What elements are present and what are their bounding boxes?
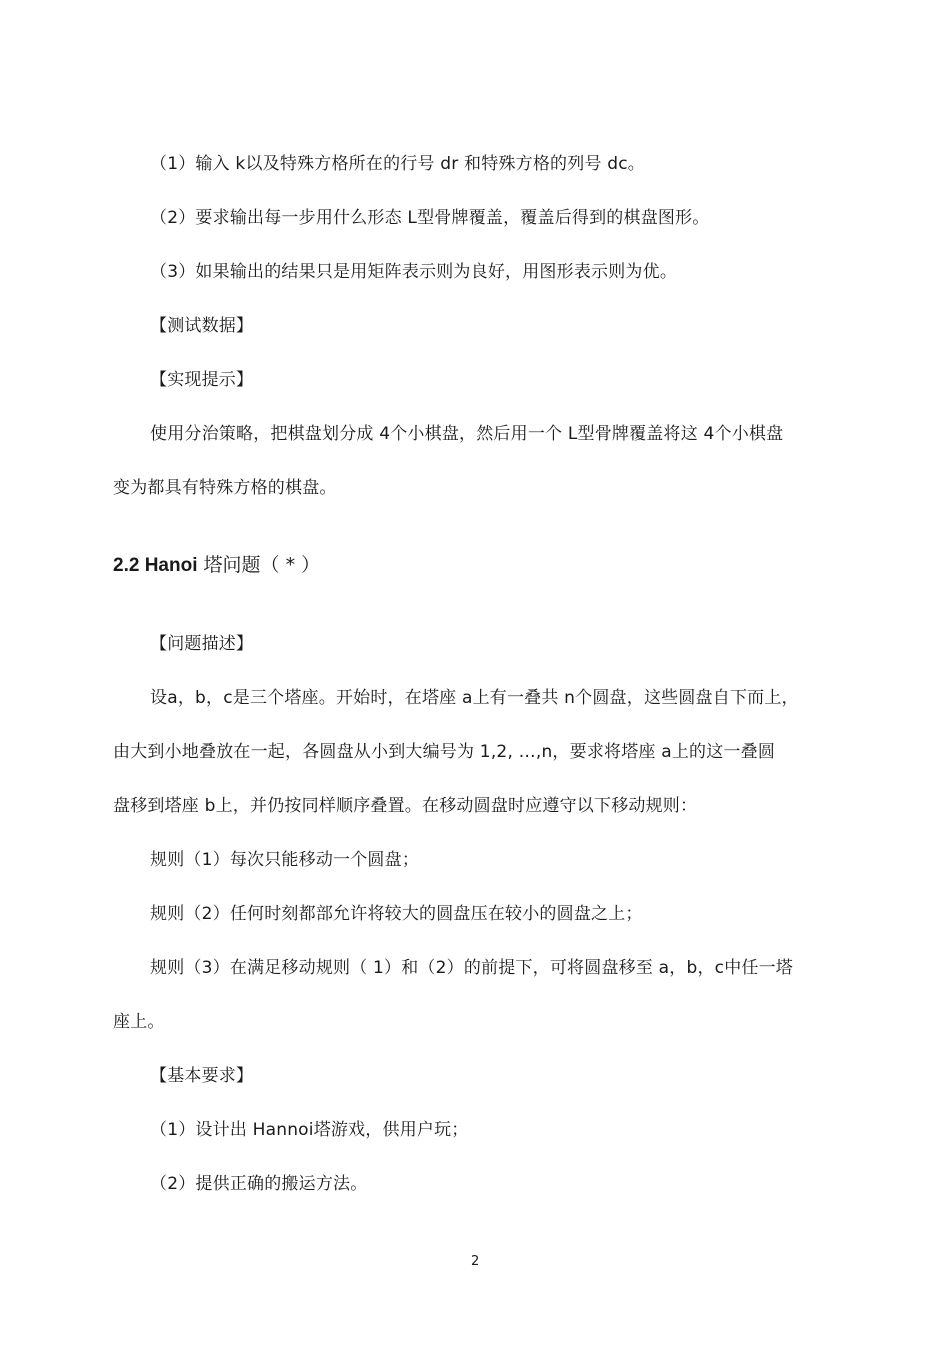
description-line-1: 设a，b，c是三个塔座。开始时，在塔座 a上有一叠共 n个圆盘，这些圆盘自下而上， bbox=[150, 688, 799, 708]
description-line-2: 由大到小地叠放在一起，各圆盘从小到大编号为 1,2, …,n，要求将塔座 a上的这一叠圆 bbox=[113, 742, 776, 762]
section-heading-title: 塔问题（ * ） bbox=[197, 554, 321, 576]
description-line-3: 盘移到塔座 b上，并仍按同样顺序叠置。在移动圆盘时应遵守以下移动规则： bbox=[113, 796, 698, 816]
test-data-label: 【测试数据】 bbox=[150, 316, 254, 336]
problem-description-label: 【问题描述】 bbox=[150, 634, 254, 654]
basic-requirement-1: （1）设计出 Hannoi塔游戏，供用户玩； bbox=[150, 1120, 469, 1140]
basic-requirement-2: （2）提供正确的搬运方法。 bbox=[150, 1174, 368, 1194]
requirement-item-1: （1）输入 k以及特殊方格所在的行号 dr 和特殊方格的列号 dc。 bbox=[150, 154, 645, 174]
hint-label: 【实现提示】 bbox=[150, 370, 254, 390]
hint-paragraph-line-1: 使用分治策略，把棋盘划分成 4个小棋盘，然后用一个 L型骨牌覆盖将这 4个小棋盘 bbox=[150, 424, 784, 444]
requirement-item-2: （2）要求输出每一步用什么形态 L型骨牌覆盖，覆盖后得到的棋盘图形。 bbox=[150, 208, 710, 228]
rule-2: 规则（2）任何时刻都部允许将较大的圆盘压在较小的圆盘之上； bbox=[150, 904, 643, 924]
rule-1: 规则（1）每次只能移动一个圆盘； bbox=[150, 850, 420, 870]
rule-3-line-1: 规则（3）在满足移动规则（ 1）和（2）的前提下，可将圆盘移至 a，b，c中任一塔 bbox=[150, 958, 794, 978]
hint-paragraph-line-2: 变为都具有特殊方格的棋盘。 bbox=[113, 478, 337, 498]
section-heading bbox=[113, 553, 320, 578]
section-heading-number: 2.2 Hanoi bbox=[113, 555, 198, 576]
rule-3-line-2: 座上。 bbox=[113, 1012, 165, 1032]
requirement-item-3: （3）如果输出的结果只是用矩阵表示则为良好，用图形表示则为优。 bbox=[150, 262, 678, 282]
basic-requirements-label: 【基本要求】 bbox=[150, 1066, 254, 1086]
page-number: 2 bbox=[471, 1254, 480, 1269]
